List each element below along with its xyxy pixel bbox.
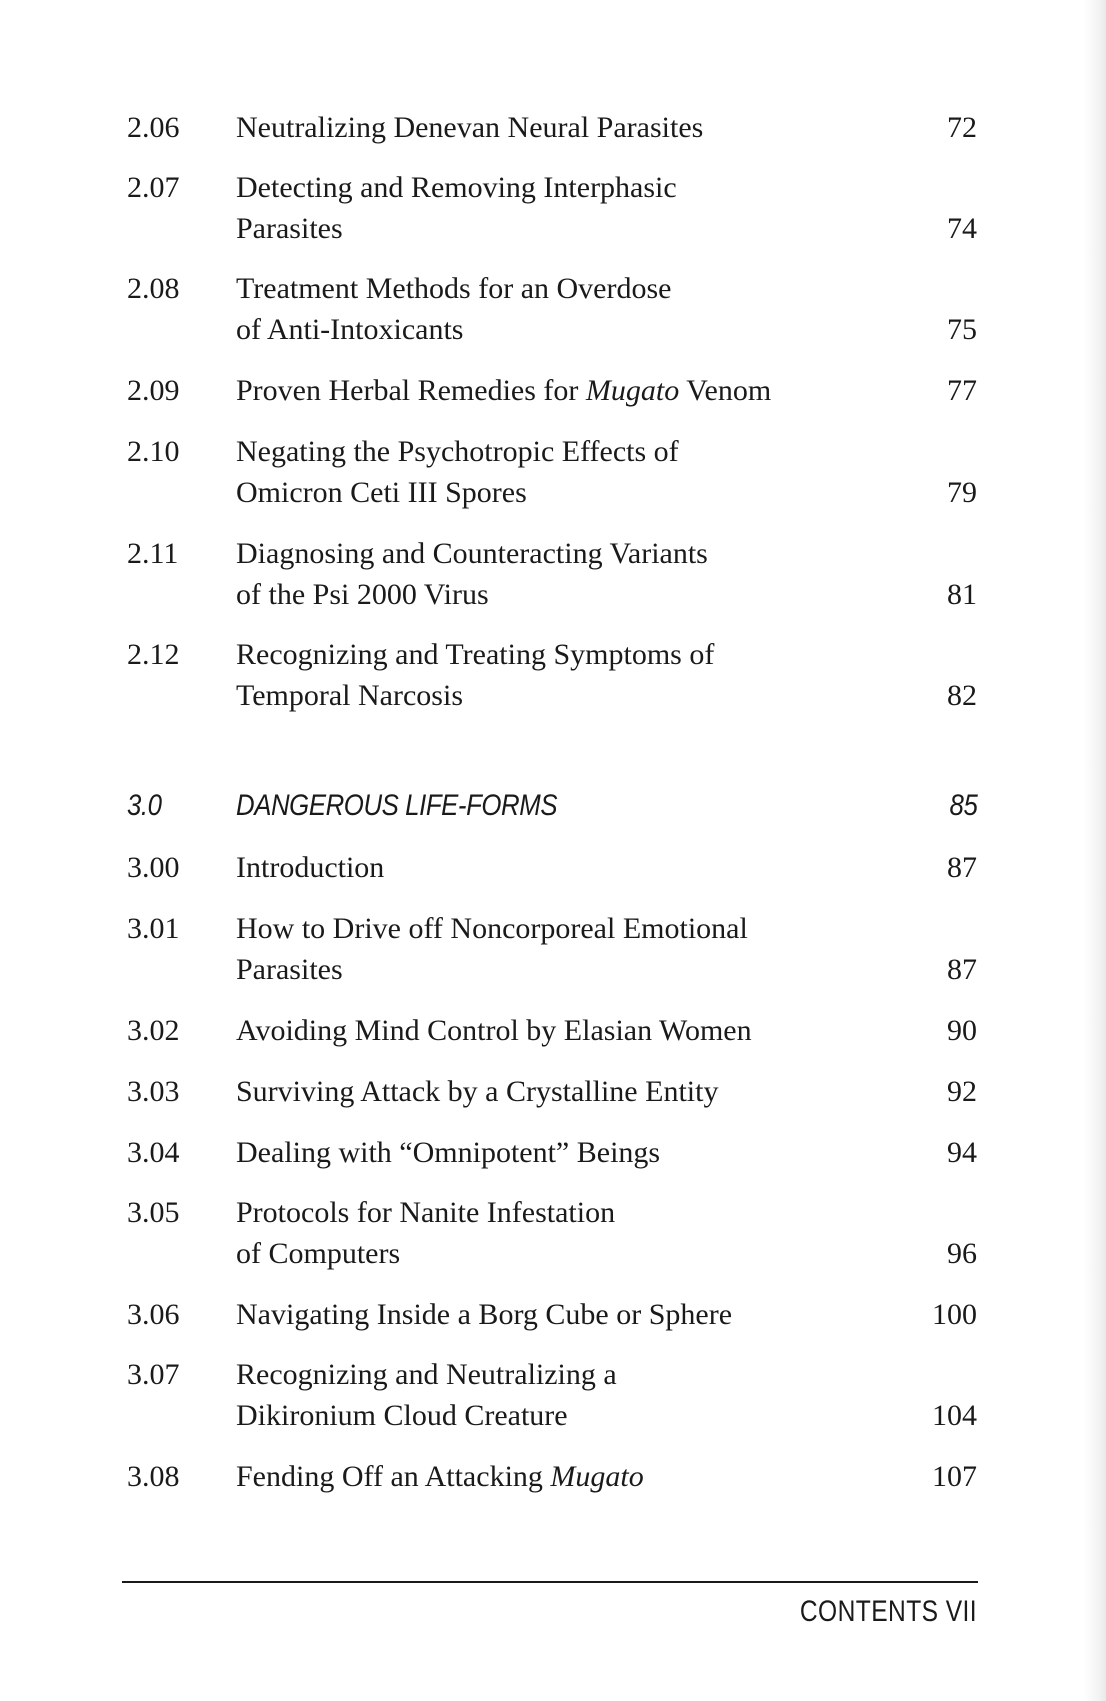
entry-number: 3.00	[127, 851, 180, 884]
footer-rule	[122, 1581, 978, 1583]
entry-title	[236, 268, 876, 350]
entry-title-line: Treatment Methods for an Overdose	[236, 272, 672, 305]
section-page-number: 85	[949, 789, 977, 822]
entry-title-line: Recognizing and Treating Symptoms of	[236, 638, 715, 671]
entry-title-text: Proven Herbal Remedies for	[236, 374, 586, 407]
entry-title-line: Dealing with “Omnipotent” Beings	[236, 1136, 661, 1169]
entry-title	[236, 847, 876, 888]
entry-number: 2.11	[127, 537, 179, 570]
running-footer: CONTENTS VII	[799, 1595, 977, 1628]
entry-page-number: 72	[947, 111, 977, 144]
entry-title-line: of Anti-Intoxicants	[236, 313, 464, 346]
entry-title-line: Neutralizing Denevan Neural Parasites	[236, 111, 704, 144]
entry-number: 3.03	[127, 1075, 180, 1108]
entry-page-number: 79	[947, 476, 977, 509]
entry-title-line: Introduction	[236, 851, 385, 884]
entry-page-number: 104	[932, 1399, 977, 1432]
entry-title	[236, 908, 876, 990]
entry-title	[236, 1294, 876, 1335]
entry-number: 3.08	[127, 1460, 180, 1493]
entry-title-line	[236, 1456, 876, 1497]
entry-number: 3.02	[127, 1014, 180, 1047]
entry-title-line: of the Psi 2000 Virus	[236, 578, 489, 611]
entry-page-number: 96	[947, 1237, 977, 1270]
entry-title-line	[236, 370, 876, 411]
entry-title-italic: Mugato	[585, 374, 680, 407]
entry-number: 3.07	[127, 1358, 180, 1391]
entry-title-line: Protocols for Nanite Infestation	[236, 1196, 616, 1229]
entry-title-line: Recognizing and Neutralizing a	[236, 1358, 617, 1391]
entry-title	[236, 1354, 876, 1436]
entry-page-number: 81	[947, 578, 977, 611]
entry-title-line: How to Drive off Noncorporeal Emotional	[236, 912, 748, 945]
entry-title	[236, 431, 876, 513]
entry-title	[236, 1192, 876, 1274]
entry-title	[236, 370, 876, 411]
entry-number: 2.10	[127, 435, 180, 468]
entry-page-number: 77	[947, 374, 977, 407]
entry-title-line: Navigating Inside a Borg Cube or Sphere	[236, 1298, 733, 1331]
entry-number: 2.09	[127, 374, 180, 407]
entry-title	[236, 1132, 876, 1173]
entry-title-line: of Computers	[236, 1237, 401, 1270]
entry-page-number: 107	[932, 1460, 977, 1493]
entry-title	[236, 1010, 876, 1051]
entry-number: 3.05	[127, 1196, 180, 1229]
entry-page-number: 100	[932, 1298, 977, 1331]
entry-title	[236, 533, 876, 615]
section-title-line: DANGEROUS LIFE-FORMS	[236, 789, 558, 822]
entry-title-line: Temporal Narcosis	[236, 679, 463, 712]
entry-page-number: 74	[947, 212, 977, 245]
entry-number: 2.06	[127, 111, 180, 144]
entry-title-line: Dikironium Cloud Creature	[236, 1399, 568, 1432]
entry-number: 3.04	[127, 1136, 180, 1169]
entry-title	[236, 107, 876, 148]
entry-number: 2.07	[127, 171, 180, 204]
entry-title-text: Venom	[679, 374, 772, 407]
entry-title-text: Fending Off an Attacking	[236, 1460, 551, 1493]
entry-page-number: 94	[947, 1136, 977, 1169]
entry-title-line: Diagnosing and Counteracting Variants	[236, 537, 708, 570]
entry-title	[236, 1071, 876, 1112]
entry-title-line: Detecting and Removing Interphasic	[236, 171, 677, 204]
entry-page-number: 87	[947, 953, 977, 986]
entry-title-line: Parasites	[236, 212, 343, 245]
section-number: 3.0	[127, 789, 162, 822]
entry-title-italic: Mugato	[550, 1460, 644, 1493]
entry-number: 2.08	[127, 272, 180, 305]
entry-title-line: Negating the Psychotropic Effects of	[236, 435, 679, 468]
entry-number: 3.06	[127, 1298, 180, 1331]
entry-title	[236, 167, 876, 249]
entry-page-number: 92	[947, 1075, 977, 1108]
entry-number: 2.12	[127, 638, 180, 671]
entry-page-number: 87	[947, 851, 977, 884]
entry-title	[236, 1456, 876, 1497]
entry-number: 3.01	[127, 912, 180, 945]
entry-title-line: Parasites	[236, 953, 343, 986]
entry-title-line: Surviving Attack by a Crystalline Entity	[236, 1075, 719, 1108]
entry-title-line: Omicron Ceti III Spores	[236, 476, 527, 509]
entry-page-number: 75	[947, 313, 977, 346]
entry-title	[236, 634, 876, 716]
section-title	[236, 785, 786, 826]
entry-page-number: 90	[947, 1014, 977, 1047]
entry-title-line: Avoiding Mind Control by Elasian Women	[236, 1014, 752, 1047]
entry-page-number: 82	[947, 679, 977, 712]
